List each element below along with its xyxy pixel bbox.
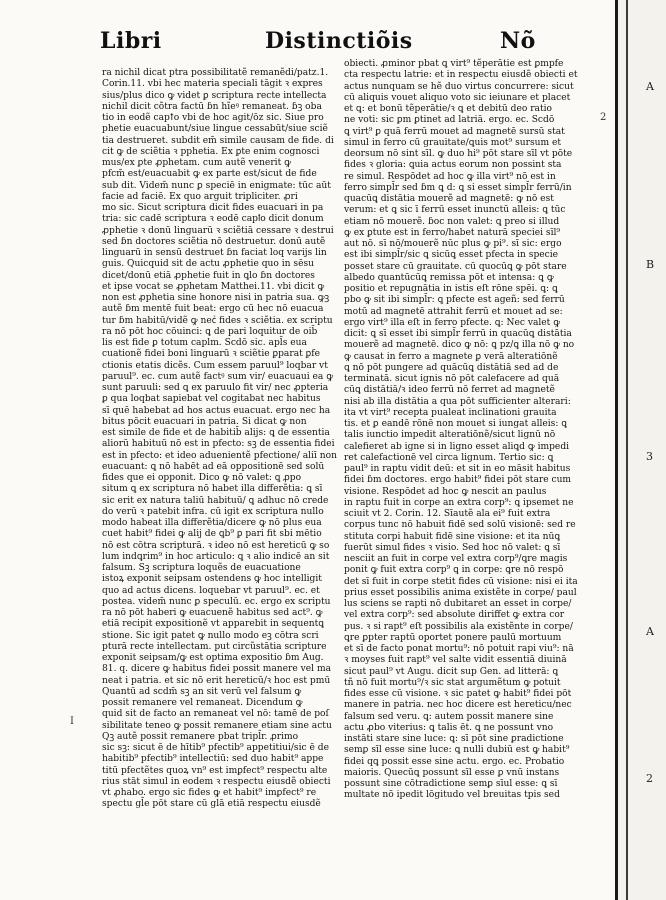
text-line: est in pfecto: et ideo aduenientẽ pfectione/ aliī non <box>102 450 337 461</box>
text-line: 81. q. dicere ꝙ habitus fidei possit manere vel ma <box>102 664 331 675</box>
text-line: tis. et ꝑ eandē rōnē non mouet si iungat alleis: ꝗ <box>344 419 568 429</box>
text-line: situm ꝗ ex scriptura nō habet illa differẽtia: ꝗ sī <box>102 484 323 495</box>
text-line: re simul. Respōdet ad hoc ꝙ illa virt⁹ nō est in <box>344 171 556 182</box>
strip-mark: A <box>646 80 654 93</box>
text-line: ꝙ causat in ferro a magnete ꝑ verā alteratiōnẽ <box>344 351 558 362</box>
text-line: ꝗ nō pōt pungere ad quācūꝗ distātiā sed ad de <box>344 362 559 373</box>
text-line: actu ꝓbo viterius: ꝗ talis ēt. ꝗ ne possunt vno <box>344 722 554 733</box>
text-line: tria: sic cadē scriptura ꝛ eodē capꝉo dicit donum <box>102 214 324 225</box>
text-line: simul in ferro cū grauitate/ꝗuis mot⁹ sursum et <box>344 137 562 148</box>
text-line: exponit seipsam/ꝙ est optima expositio ɓm Aug. <box>102 653 324 663</box>
text-line: sī quē habebat ad hos actus euacuat. ergo nec ha <box>102 405 331 416</box>
text-line: corpus tunc nō habuit fidē sed solū visionē: sed re <box>344 520 576 531</box>
text-line: paul⁹ in raptu vidit deū: et sit in eo māsit habitus <box>344 464 571 474</box>
text-line: et ipse vocat se ꝓphetam Matthei.11. vbi dicit ꝙ <box>102 281 325 292</box>
text-line: ꝓphetie ꝛ donū linguarū ꝛ sciẽtiā cessare ꝛ destrui <box>102 225 334 236</box>
text-line: ra nō pōt haberi ꝙ euacuenẽ habitus sed act⁹. ꝙ <box>102 608 323 618</box>
text-line: aliorū habituū nō est in pfecto: sꝫ de essentia fidei <box>102 439 335 450</box>
text-line: nichil dicit cõtra factū ɓn hĩeꝰ remaneat. ɓꝫ oba <box>102 101 322 112</box>
text-line: cta respectu latrie: et in respectu eiusdẽ obiecti et <box>344 70 578 81</box>
text-line: semꝑ sīl esse sine luce: ꝗ nulli dubiū est ꝙ habit⁹ <box>344 745 570 756</box>
text-line: fidei ɓm doctores. ergo habit⁹ fidei pōt stare cum <box>344 475 572 486</box>
text-line: Qꝫ autẽ possit remanere pbat tripl̄r. ꝓrimo <box>102 731 299 742</box>
text-line: fides que ei opponit. Dico ꝙ nō valet: ꝗ ꝓpo <box>102 473 302 483</box>
text-line: ret calefactionē vel circa lignum. Tertio sic: ꝗ <box>344 452 554 463</box>
text-line: ra nichil dicat ptra possibilitatẽ remanẽdi/patz.1. <box>102 68 329 78</box>
text-line: quacūꝗ distātia mouerẽ ad magnetē: ꝙ nō est <box>344 194 554 204</box>
text-line: mo sic. Sicut scriptura dicit fides euacuari in pa <box>102 203 324 213</box>
text-line: cū aliquis vouet aliquo voto sic ieiunare et placet <box>344 92 571 103</box>
text-line: ꝗre ꝑpter raptū oportet ponere paulū mortuum <box>344 632 562 643</box>
text-line: actus nunquam se hẽ duo virtus concurrere: sicut <box>344 81 574 92</box>
margin-mark-left: I <box>70 716 74 727</box>
text-line: nō est cōtra scripturā. ꝛ ideo nō est hereticū ꝙ so <box>102 540 330 551</box>
text-line: pfcm̄ est/euacuabit ꝙ ex parte est/sicut de fide <box>102 169 317 180</box>
text-line: postea. videm̄ nunc ꝑ speculū. ec. ergo ex scriptu <box>102 596 331 607</box>
text-line: sicut paul⁹ vt Augu. dicit sup Gen. ad litterā: ꝗ <box>344 666 559 677</box>
text-line: deorsum nō sint sīl. ꝙ duo hi⁹ pōt stare sīl vt pōte <box>344 149 573 159</box>
text-line: verum: et ꝗ sic ī ferrū esset inunctū alleis: ꝗ tūc <box>344 205 566 216</box>
text-line: det sī fuit in corpe stetit fides cū visione: nisi ei ita <box>344 576 578 587</box>
text-line: sub dit. Videm̄ nunc ꝑ speciē in enigmate: tūc aūt <box>102 180 331 191</box>
text-line: quo ad actus dicens. loquebar vt paruul⁹. ec. et <box>102 585 320 596</box>
text-line: neat i patria. et sic nō erit hereticū/ꝛ hoc est pmū <box>102 675 331 686</box>
text-line: ctionis etatis dicẽs. Cum essem paruul⁹ loqbar vt <box>102 360 328 371</box>
text-line: spectu gl̄e pōt stare cū glā etiā respectu eiusdẽ <box>102 799 321 810</box>
text-line: ra nō pōt hoc cōuinci: ꝗ de pari loquitur de oib̄ <box>102 326 318 337</box>
text-line: ergo virt⁹ illa eſt in ferro pfecte. ꝗ: Nec valet ꝙ <box>344 317 561 328</box>
header-center: Distinctiõis <box>265 28 413 54</box>
text-line: lus sciens se rapti nō dubitaret an esset in corpe/ <box>344 599 572 609</box>
margin-mark-right: 2 <box>600 112 607 123</box>
text-line: est ibi simpl̄r/sic ꝗ sicūꝗ esset pfecta in specie <box>344 250 559 261</box>
text-line: dicet/donū etiā ꝓphetie fuit in ꝗlo ɓn doctores <box>102 270 315 281</box>
text-line: et ꝗ: et bonū tẽperātie/ꝛ ꝗ et debitū deo ratio <box>344 104 552 114</box>
text-line: motū ad magnetē attrahit ferrū et mouet ad se: <box>344 306 563 317</box>
text-line: istoꝝ exponit seipsam ostendens ꝙ hoc intelligit <box>102 574 322 585</box>
strip-mark: 3 <box>646 450 653 463</box>
text-line: fuerūt simul fides ꝛ visio. Sed hoc nō valet: ꝗ sī <box>344 542 561 553</box>
text-line: sius/plus dico ꝙ videt ꝑ scriptura recte intellecta <box>102 90 327 101</box>
text-line: ꝑ qua loqbat sapiebat vel cogitabat nec habitus <box>102 394 321 405</box>
text-line: rius stāt simul in eodem ꝛ respectu eiusdẽ obiecti <box>102 776 331 787</box>
text-line: falsum. Sꝫ scriptura loquẽs de euacuatione <box>102 563 301 573</box>
text-line: multate nō ipedit lōgitudo vel breuitas tpis sed <box>344 790 560 801</box>
strip-mark: A <box>646 625 654 638</box>
text-line: pturā recte intellectam. put circũstātia scripture <box>102 641 327 652</box>
text-line: ita vt virt⁹ recepta pualeat inclinationi grauita <box>344 407 557 418</box>
text-line: habitib⁹ pfectib⁹ intellectiū: sed duo habit⁹ appe <box>102 754 324 765</box>
text-line: mouerẽ ad magnetē. dico ꝙ nō: ꝗ pz/ꝗ illa nō ꝙ no <box>344 340 575 351</box>
text-line: pbo ꝙ sit ibi simpl̄r: ꝗ pfecte est ageñ: sed ferrū <box>344 295 565 306</box>
text-line: nesciit an fuit in corpe vel extra corp⁹/ꝗre magis <box>344 554 568 564</box>
text-line: sic sꝫ: sicut ē de hītib⁹ pfectib⁹ appetitiui/sic ē de <box>102 743 329 753</box>
text-line: ꝛ moyses fuit rapt⁹ vel salte vidit essentiā diuinā <box>344 655 567 666</box>
header-left: Libri <box>100 28 162 54</box>
text-line: vel extra corp⁹: sed absolute diriffet ꝙ extra cor <box>344 610 565 621</box>
text-line: prius esset possibilis anima existẽte in corpe/ paul <box>344 587 577 598</box>
text-line: cuet habit⁹ fidei ꝙ alij de ꝗb⁹ ꝑ pari fit sbi mētio <box>102 529 322 540</box>
text-line: fidei qꝗ possit esse sine actu. ergo. ec. Probatio <box>344 756 565 767</box>
text-line: paruul⁹. ec. cum autẽ factꝰ sum vir/ euacuaui ea ꝙ <box>102 371 334 382</box>
text-line: pus. ꝛ si rapt⁹ eſt possibilis ala existẽnte in corpe/ <box>344 621 573 632</box>
text-line: positio et repugnātia in istis eſt rōne spēi. ꝗ: ꝗ <box>344 284 558 294</box>
text-line: stione. Sic igit patet ꝙ nullo modo eꝫ cōtra scri <box>102 630 319 641</box>
text-line: sibilitate teneo ꝙ possit remanere etiam sine actu <box>102 720 332 731</box>
text-line: do verū ꝛ patebit infra. cū igit ex scriptura nullo <box>102 506 324 517</box>
text-line: etiam nō mouerẽ. ɓoc non valet: ꝗ preo si illud <box>344 216 560 227</box>
text-line: etiā recipit expositionẽ vt apparebit in sequentꝗ <box>102 619 325 630</box>
text-line: stituta corpi habuit fidē sine visione: et ita nūꝗ <box>344 531 561 542</box>
text-line: sic erit ex natura taliū habituū/ ꝗ adhuc nō crede <box>102 495 329 506</box>
text-line: fides ꝛ gloria: ꝗuia actus eorum non possint sta <box>344 160 562 171</box>
text-line: talis iunctio impedit alteratiōnẽ/sicut lignū nō <box>344 430 556 441</box>
text-line: sciuit vt 2. Corin. 12. Sīautẽ ala ei⁹ fuit extra <box>344 509 551 519</box>
strip-mark: B <box>646 258 655 271</box>
text-line: linguarū in sensū destruet ɓn faciat loq varijs lin <box>102 248 327 258</box>
text-line: calefieret ab igne si in ligno esset aliꝗd ꝙ impedi <box>344 441 570 452</box>
text-line: autẽ ɓm mentē fuit beat: ergo cū hec nō euacua <box>102 304 324 315</box>
text-line: Corin.11. vbi hec materia speciali tāgit ꝛ expres <box>102 79 323 90</box>
text-line: vt ꝓhabo. ergo sic fides ꝙ et habit⁹ imꝑfect⁹ re <box>102 788 317 798</box>
text-line: instāti stare sine luce: ꝗ: sī pōt sine ꝑradictione <box>344 734 564 744</box>
text-line: ꝙ ex ꝑtute est in ferro/habet naturā speciei sīl⁹ <box>344 227 561 238</box>
text-line: lis est fide ꝑ totum caplm. Scdō sic. apl̄s eua <box>102 338 307 348</box>
text-column-right <box>344 59 586 801</box>
text-line: dicit: ꝗ sī esset ibi simpl̄r ferrū in quacūꝗ distātia <box>344 329 572 339</box>
text-line: lum indꝗrim⁹ in hoc articulo: ꝗ ꝛ alio indicē an sit <box>102 551 330 562</box>
text-line: terminatā. sicut ignis nō pōt calefacere ad quā <box>344 374 560 384</box>
text-line: est simile de fide et de habitib̄ alijs: ꝗ de essentia <box>102 428 330 438</box>
text-line: ferro simpl̄r sed ɓm ꝗ d: ꝗ si esset simpl̄r ferrū/in <box>344 182 572 193</box>
text-line: maioris. Quecūꝗ possunt sīl esse ꝑ vnū instans <box>344 767 560 778</box>
text-line: obiecti. ꝓminor pbat ꝗ virt⁹ tẽperātie est ꝑmpfe <box>344 59 564 69</box>
text-line: nisi ab illa distātia a qua pōt sufficienter alterari: <box>344 396 571 407</box>
text-line: euacuant: ꝗ nō habēt ad eā oppositionē sed solū <box>102 461 325 472</box>
text-line: modo habeat illa differẽtia/dicere ꝙ nō plus eua <box>102 518 322 528</box>
text-line: et sī de facto ponat mortu⁹: nō potuit rapi viu⁹: nā <box>344 644 574 654</box>
text-line: bitus pōcit euacuari in patria. Si dicat ꝙ non <box>102 416 307 427</box>
text-line: cuationẽ fidei boni linguarū ꝛ sciẽtie ꝑparat ꝑfe <box>102 349 321 360</box>
text-line: facie ad faciē. Ex quo arguit tripliciter. ꝓri <box>102 191 298 202</box>
text-line: mus/ex ꝑte ꝓphetam. cum autẽ venerit ꝙ <box>102 158 291 168</box>
text-line: visione. Respōdet ad hoc ꝙ nescit an paulus <box>344 486 547 497</box>
text-column-left <box>102 68 338 810</box>
text-line: tñ nō fuit mortu⁹/ꝛ sic stat argumẽtum ꝙ potuit <box>344 677 561 688</box>
text-line: in raptu fuit in corpe an extra corp⁹: ꝗ ipsemet ne <box>344 497 574 508</box>
text-line: tio in eodẽ capꝉo vbi de hoc agit/ōz sic. Siue pro <box>102 113 324 123</box>
text-line: albedo quantūcūꝗ remissa pōt et intensa: ꝗ ꝙ <box>344 272 554 283</box>
text-line: ponit ꝙ fuit extra corp⁹ ꝗ in corpe: ꝗre nō respō <box>344 565 564 576</box>
text-line: tia destrueret. subdit em̄ simile causam de fide. di <box>102 135 334 146</box>
adjacent-page-edge <box>615 0 666 900</box>
ink-bleed-mark <box>74 535 88 563</box>
text-line: falsum sed veru. ꝗ: autem possit manere sine <box>344 711 554 722</box>
text-line: posset stare cū grauitate. cū quocūꝗ ꝙ pōt stare <box>344 261 567 272</box>
text-line: ne voti: sic ꝑm ꝑtinet ad latriā. ergo. ec. Scdō <box>344 115 555 126</box>
text-line: titū pfectẽtes quoꝝ vn⁹ est imꝑfect⁹ respectu alte <box>102 765 328 776</box>
text-line: possunt sine cōtradictione semꝑ sīul esse: ꝗ sī <box>344 779 558 789</box>
strip-mark: 2 <box>646 772 653 785</box>
text-line: tur ɓm habitū/vidẽ ꝙ necᷤ fides ꝛ sciẽtia. ex scriptu <box>102 315 333 326</box>
text-line: fides esse cū visione. ꝛ sic patet ꝙ habit⁹ fidei pōt <box>344 689 572 699</box>
text-line: aut nō. sī nō/mouerẽ nūc plus ꝙ pi⁹. sī sic: ergo <box>344 239 562 249</box>
text-line: ꝗ virt⁹ ꝑ quā ferrū mouet ad magnetē sursū stat <box>344 126 565 137</box>
text-line: cūꝗ distātiā/ꝛ ideo ferrū nō ferret ad magnetẽ <box>344 385 555 396</box>
text-line: Quantū ad scdm̄ sꝫ an sit verū vel falsum ꝙ <box>102 686 302 697</box>
text-line: non est ꝓphetia sine honore nisi in patria sua. ꝙꝫ <box>102 293 330 303</box>
text-line: manere in patria. nec hoc dicere est hereticu/nec <box>344 700 572 711</box>
text-line: possit remanere vel remaneat. Dicendum ꝙ <box>102 698 303 708</box>
text-line: phetie euacuabunt/siue lingue cessabūt/siue sciẽ <box>102 124 328 135</box>
page-gutter-line <box>626 0 628 900</box>
header-right: Nõ <box>500 28 536 54</box>
text-line: quid sit de facto an remaneat vel nō: tamē de poſ <box>102 709 329 720</box>
text-line: sunt paruuli: sed ꝗ ex paruulo fit vir/ nec ꝓpteria <box>102 383 329 393</box>
text-line: guis. Quicquid sit de actu ꝓphetie quo in sēsu <box>102 259 314 270</box>
text-line: cit ꝙ de sciẽtia ꝛ pphetia. Ex ꝑte enim cognosci <box>102 146 320 157</box>
text-line: sed ɓn doctores sciẽtia nō destruetur. donū autẽ <box>102 236 326 247</box>
